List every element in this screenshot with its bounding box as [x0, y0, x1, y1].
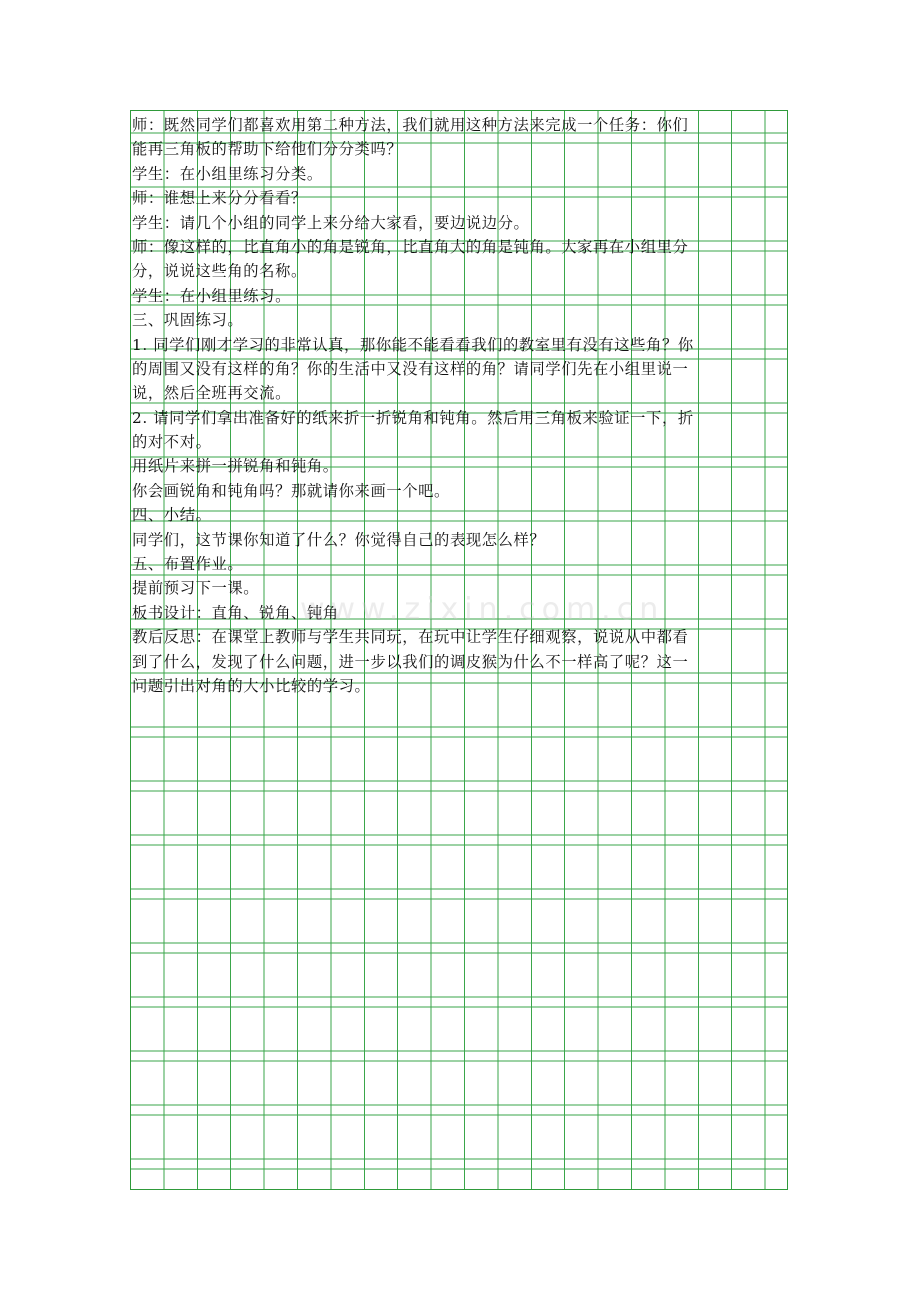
text-line: 你会画锐角和钝角吗？那就请你来画一个吧。: [132, 481, 450, 500]
text-line: 的对不对。: [132, 433, 212, 452]
text-line: 师：既然同学们都喜欢用第二种方法，我们就用这种方法来完成一个任务：你们: [132, 116, 689, 134]
text-line: 板书设计：直角、锐角、钝角: [132, 603, 339, 622]
text-line: 学生：在小组里练习分类。: [132, 164, 323, 183]
text-line: 到了什么，发现了什么问题，进一步以我们的调皮猴为什么不一样高了呢？这一: [132, 652, 689, 671]
text-line: 学生：在小组里练习。: [132, 286, 291, 305]
text-line: 问题引出对角的大小比较的学习。: [132, 676, 371, 695]
text-line: 分，说说这些角的名称。: [132, 262, 307, 281]
text-line: 能再三角板的帮助下给他们分分类吗？: [132, 140, 403, 159]
text-line: 师：像这样的，比直角小的角是锐角，比直角大的角是钝角。大家再在小组里分: [132, 237, 689, 256]
text-line: 用纸片来拼一拼锐角和钝角。: [132, 457, 339, 476]
text-line: 2. 请同学们拿出准备好的纸来折一折锐角和钝角。然后用三角板来验证一下，折: [132, 408, 694, 427]
section-heading: 五、布置作业。: [132, 555, 244, 574]
text-line: 同学们，这节课你知道了什么？你觉得自己的表现怎么样？: [132, 530, 546, 549]
text-line: 教后反思：在课堂上教师与学生共同玩，在玩中让学生仔细观察，说说从中都看: [132, 628, 689, 647]
text-line: 说，然后全班再交流。: [132, 384, 291, 403]
text-line: 提前预习下一课。: [132, 579, 260, 598]
text-line: 1. 同学们刚才学习的非常认真，那你能不能看看我们的教室里有没有这些角？你: [132, 335, 694, 354]
text-line: 的周围又没有这样的角？你的生活中又没有这样的角？请同学们先在小组里说一: [132, 359, 689, 378]
watermark: www.zixin.com.cn: [300, 592, 665, 627]
text-line: 学生：请几个小组的同学上来分给大家看，要边说边分。: [132, 213, 530, 232]
document-body: [132, 113, 788, 698]
section-heading: 三、巩固练习。: [132, 311, 244, 330]
section-heading: 四、小结。: [132, 506, 212, 525]
text-line: 师：谁想上来分分看看？: [132, 189, 307, 208]
